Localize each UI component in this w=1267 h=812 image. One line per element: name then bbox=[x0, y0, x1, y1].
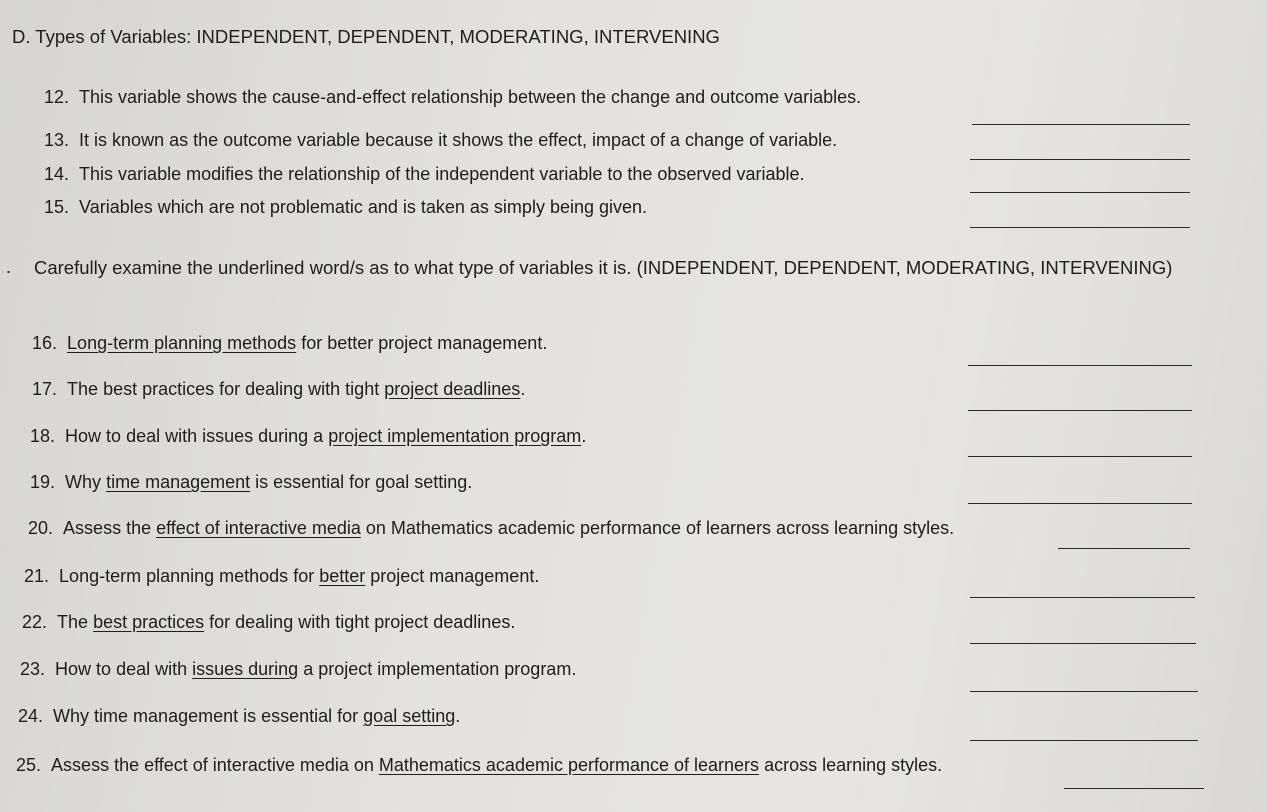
question-16: 16. Long-term planning methods for better project management. bbox=[32, 333, 548, 353]
question-12 bbox=[44, 86, 861, 108]
answer-blank-19[interactable] bbox=[968, 503, 1192, 504]
underlined-term: better bbox=[319, 566, 366, 586]
section-e-marker: . bbox=[6, 257, 12, 277]
answer-blank-21[interactable] bbox=[970, 597, 1195, 598]
question-text: It is known as the outcome variable because it shows the effect, impact of a change of variable. bbox=[79, 130, 838, 150]
question-number: 16. bbox=[32, 333, 58, 353]
section-e-instruction: Carefully examine the underlined word/s as to what type of variables it is. (INDEPENDENT, DEPENDENT, MODERATING, INTERVENING) bbox=[34, 257, 1173, 278]
question-19: 19. Why time management is essential for goal setting. bbox=[30, 472, 473, 492]
underlined-term: best practices bbox=[93, 612, 205, 632]
question-number: 20. bbox=[28, 518, 54, 538]
question-17: 17. The best practices for dealing with tight project deadlines. bbox=[32, 379, 526, 399]
answer-blank-16[interactable] bbox=[968, 365, 1192, 366]
underlined-term: time management bbox=[106, 472, 251, 492]
question-number: 22. bbox=[22, 612, 48, 632]
section-d-title: D. Types of Variables: INDEPENDENT, DEPENDENT, MODERATING, INTERVENING bbox=[12, 26, 720, 47]
underlined-term: Mathematics academic performance of learners bbox=[378, 755, 760, 775]
answer-blank-22[interactable] bbox=[970, 643, 1196, 644]
question-20: 20. Assess the effect of interactive media on Mathematics academic performance of learners across learning styles. bbox=[28, 518, 955, 538]
question-number: 25. bbox=[16, 755, 42, 775]
answer-blank-17[interactable] bbox=[968, 410, 1192, 411]
answer-blank-25[interactable] bbox=[1064, 788, 1204, 789]
answer-blank-15[interactable] bbox=[970, 227, 1190, 228]
question-text: This variable shows the cause-and-effect relationship between the change and outcome variables. bbox=[79, 87, 862, 107]
question-number: 18. bbox=[30, 426, 56, 446]
underlined-term: issues during bbox=[192, 659, 299, 679]
question-22: 22. The best practices for dealing with tight project deadlines. bbox=[22, 612, 516, 632]
question-text: This variable modifies the relationship of the independent variable to the observed variable. bbox=[79, 164, 805, 184]
underlined-term: project deadlines bbox=[384, 379, 521, 399]
question-14 bbox=[44, 163, 805, 185]
answer-blank-24[interactable] bbox=[970, 740, 1198, 741]
question-number: 24. bbox=[18, 706, 44, 726]
question-number: 19. bbox=[30, 472, 56, 492]
question-number: 12. bbox=[44, 87, 70, 107]
answer-blank-20[interactable] bbox=[1058, 548, 1190, 549]
answer-blank-12[interactable] bbox=[972, 124, 1190, 125]
question-25: 25. Assess the effect of interactive media on Mathematics academic performance of learners across learning styles. bbox=[16, 755, 943, 775]
question-number: 21. bbox=[24, 566, 50, 586]
underlined-term: project implementation program bbox=[328, 426, 582, 446]
question-number: 15. bbox=[44, 197, 70, 217]
question-13 bbox=[44, 129, 837, 151]
question-number: 13. bbox=[44, 130, 70, 150]
underlined-term: Long-term planning methods bbox=[67, 333, 297, 353]
question-21: 21. Long-term planning methods for better project management. bbox=[24, 566, 540, 586]
underlined-term: goal setting bbox=[363, 706, 456, 726]
question-23: 23. How to deal with issues during a project implementation program. bbox=[20, 659, 577, 679]
question-24: 24. Why time management is essential for goal setting. bbox=[18, 706, 461, 726]
question-18: 18. How to deal with issues during a project implementation program. bbox=[30, 426, 587, 446]
question-number: 14. bbox=[44, 164, 70, 184]
answer-blank-14[interactable] bbox=[970, 192, 1190, 193]
answer-blank-23[interactable] bbox=[970, 691, 1198, 692]
underlined-term: effect of interactive media bbox=[156, 518, 361, 538]
question-text: Variables which are not problematic and is taken as simply being given. bbox=[79, 197, 648, 217]
question-15 bbox=[44, 196, 647, 218]
question-number: 23. bbox=[20, 659, 46, 679]
question-number: 17. bbox=[32, 379, 58, 399]
answer-blank-18[interactable] bbox=[968, 456, 1192, 457]
answer-blank-13[interactable] bbox=[970, 159, 1190, 160]
